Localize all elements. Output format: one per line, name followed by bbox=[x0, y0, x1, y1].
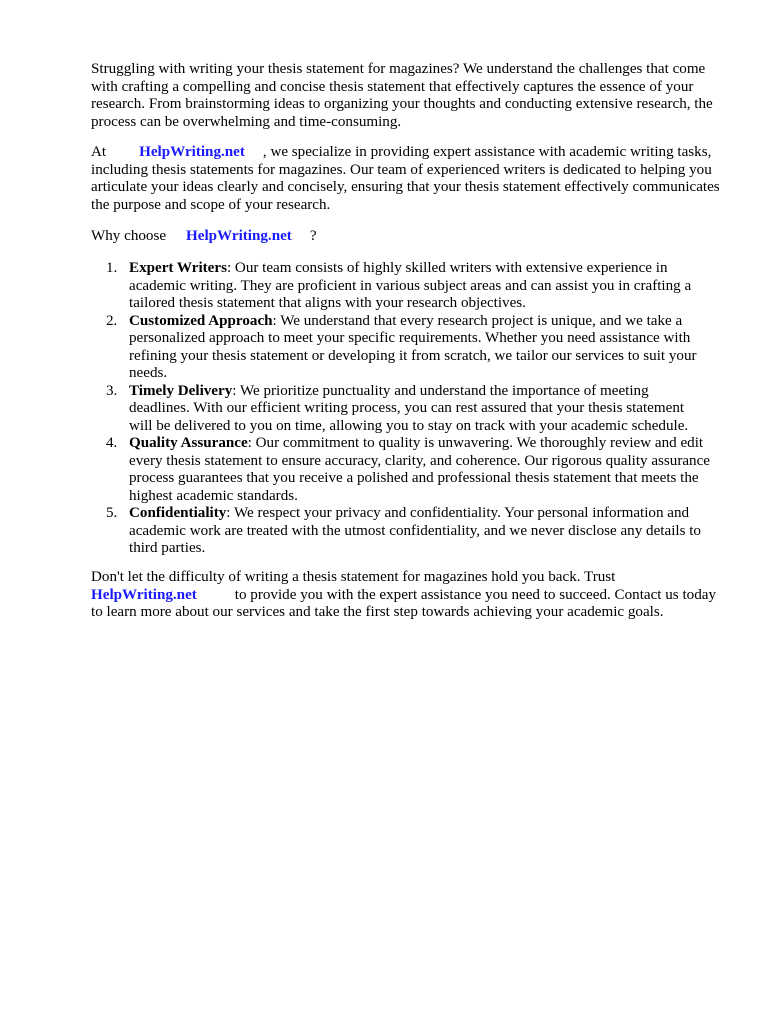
list-number: 1. bbox=[106, 260, 118, 276]
about-suffix: , we specialize in providing expert assistance with academic writing tasks, including thesis statements for magazines. Our team of experienced writers is dedicated to helping you articulate your ideas clearly and concisely, ensuring that your thesis statement effectively communicates the purpose and scope of your research. bbox=[91, 144, 720, 213]
closing-paragraph bbox=[91, 569, 731, 622]
list-item-confidentiality bbox=[91, 505, 711, 558]
about-prefix: At bbox=[91, 144, 107, 160]
helpwriting-link-about[interactable]: HelpWriting.net bbox=[139, 144, 245, 160]
closing-suffix: to provide you with the expert assistance you need to succeed. Contact us today to learn more about our services and take the first step towards achieving your academic goals. bbox=[91, 586, 716, 620]
list-item-expert-writers bbox=[91, 260, 711, 313]
list-term: Confidentiality bbox=[129, 505, 227, 521]
list-term: Timely Delivery bbox=[129, 382, 233, 399]
list-term: Quality Assurance bbox=[129, 435, 248, 451]
why-suffix: ? bbox=[309, 228, 317, 244]
helpwriting-link-why[interactable]: HelpWriting.net bbox=[186, 228, 292, 244]
closing-prefix: Don't let the difficulty of writing a thesis statement for magazines hold you back. Trust bbox=[91, 569, 616, 585]
list-number: 5. bbox=[106, 505, 118, 521]
list-number: 4. bbox=[106, 435, 118, 451]
intro-paragraph bbox=[91, 61, 731, 131]
helpwriting-link-closing[interactable]: HelpWriting.net bbox=[91, 586, 197, 603]
list-number: 3. bbox=[106, 382, 118, 399]
intro-text: Struggling with writing your thesis statement for magazines? We understand the challenges that come with crafting a compelling and concise thesis statement that effectively captures the essence of your research. From brainstorming ideas to organizing your thoughts and conducting extensive research, the process can be overwhelming and time-consuming. bbox=[91, 61, 713, 130]
why-prefix: Why choose bbox=[91, 228, 167, 244]
list-item-quality-assurance bbox=[91, 435, 711, 505]
list-text: : Our team consists of highly skilled writers with extensive experience in academic writing. They are proficient in various subject areas and can assist you in crafting a tailored thesis statement that aligns with your research objectives. bbox=[129, 260, 692, 311]
why-choose-heading bbox=[91, 228, 731, 246]
reasons-list bbox=[91, 260, 711, 558]
list-text: : We understand that every research project is unique, and we take a personalized approach to meet your specific requirements. Whether you need assistance with refining your thesis statement or developing it from scratch, we tailor our services to suit your needs. bbox=[129, 312, 697, 381]
list-text: : We prioritize punctuality and understand the importance of meeting deadlines. With our efficient writing process, you can rest assured that your thesis statement will be delivered to you on time, allowing you to stay on track with your academic schedule. bbox=[129, 382, 689, 434]
list-number: 2. bbox=[106, 312, 118, 329]
list-item-customized-approach bbox=[91, 313, 711, 383]
about-paragraph bbox=[91, 144, 731, 214]
list-text: : Our commitment to quality is unwavering. We thoroughly review and edit every thesis statement to ensure accuracy, clarity, and coherence. Our rigorous quality assurance process guarantees that you receive a polished and professional thesis statement that meets the highest academic standards. bbox=[129, 435, 711, 504]
list-item-timely-delivery bbox=[91, 383, 711, 436]
list-text: : We respect your privacy and confidentiality. Your personal information and academic work are treated with the utmost confidentiality, and we never disclose any details to third parties. bbox=[129, 505, 701, 556]
list-term: Expert Writers bbox=[129, 260, 227, 276]
list-term: Customized Approach bbox=[129, 312, 273, 329]
